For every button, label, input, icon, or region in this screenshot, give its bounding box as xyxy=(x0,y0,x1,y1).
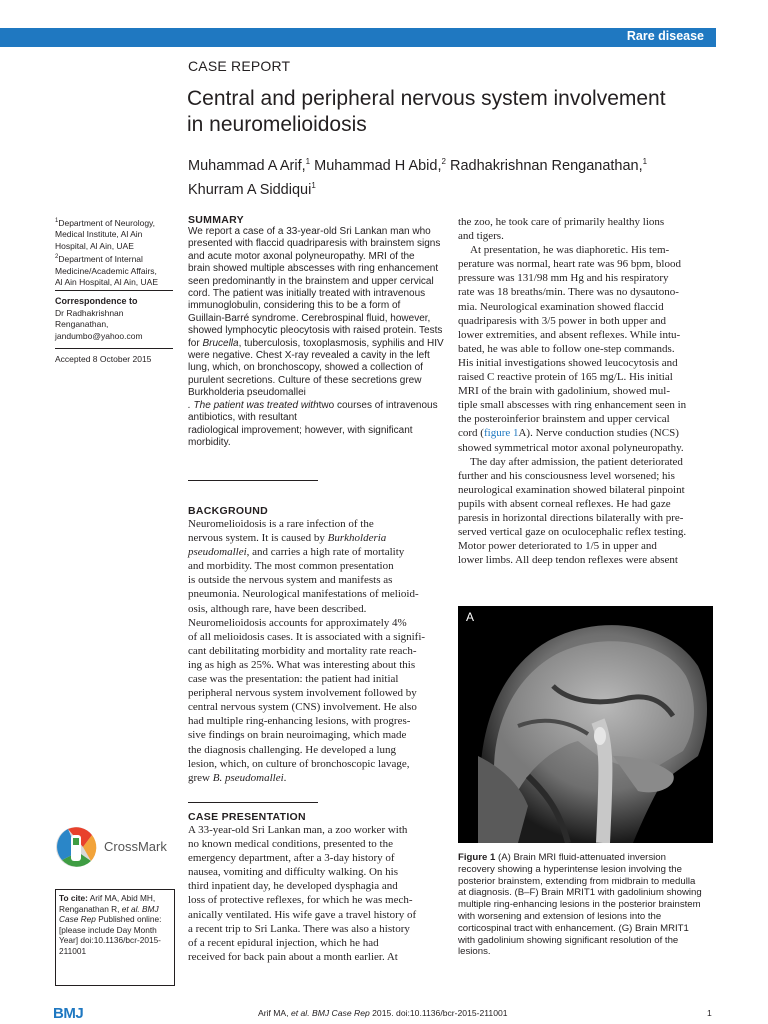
caption-line: (A) Brain MRI fluid-attenuated inversion xyxy=(495,852,666,863)
body-line: neurological examination showed bilateral pinpoint xyxy=(458,483,685,496)
body-line: B. pseudomallei xyxy=(212,771,284,784)
body-line: pupils with absent corneal reflexes. He had gaze xyxy=(458,497,671,510)
figure-link[interactable]: figure 1 xyxy=(483,427,519,440)
author-name: Radhakrishnan Renganathan, xyxy=(445,157,643,174)
body-line: paresis in horizontal directions bilaterally with pre- xyxy=(458,511,684,524)
crossmark-badge[interactable] xyxy=(54,820,176,878)
body-line: received for back pain about a month earlier. At xyxy=(188,950,398,963)
body-line: of a recent epidural injection, which he had xyxy=(188,936,379,949)
author-affiliation-sup: 1 xyxy=(305,157,311,166)
body-line: ing as high as 25%. What was interesting about this xyxy=(188,658,416,671)
cite-line: [please include Day Month xyxy=(59,924,157,935)
summary-line: morbidity. xyxy=(188,436,231,448)
body-line: raised C reactive protein of 165 mg/L. His initial xyxy=(458,371,673,384)
caption-line: with worsening and extension of lesions into the xyxy=(458,910,662,922)
mri-sagittal-image xyxy=(458,606,713,843)
body-line: and tigers. xyxy=(458,230,504,243)
body-line: cant debilitating morbidity and mortality rate reach- xyxy=(188,644,417,657)
summary-line: seen predominantly in the brainstem and upper cervical xyxy=(188,275,434,287)
footer-text: Arif MA, xyxy=(258,1008,291,1018)
summary-line: and acute motor axonal polyneuropathy. MRI of the xyxy=(188,250,415,262)
body-line: lower extremities, and absent reflexes. While intu- xyxy=(458,328,681,341)
body-line: emergency department, after a 3-day history of xyxy=(188,852,395,865)
section-label: Rare disease xyxy=(626,29,704,43)
footer-text: 2015. doi:10.1136/bcr-2015-211001 xyxy=(369,1008,508,1018)
body-line: no known medical conditions, presented to the xyxy=(188,838,393,851)
cite-line: 211001 xyxy=(59,945,87,956)
body-line: A). Nerve conduction studies (NCS) xyxy=(518,427,679,440)
body-line: loss of protective reflexes, for which he was mech- xyxy=(188,894,413,907)
correspondence-line: Renganathan, xyxy=(55,319,109,329)
body-line: the zoo, he took care of primarily healthy lions xyxy=(458,216,665,228)
section-banner xyxy=(0,28,716,47)
summary-line: two courses of intravenous antibiotics, with resultant xyxy=(188,399,438,424)
footer-text: et al. BMJ Case Rep xyxy=(290,1008,370,1018)
cite-label: To cite: xyxy=(59,893,88,903)
mri-figure-panel xyxy=(458,606,713,843)
correspondence-heading: Correspondence to xyxy=(55,296,138,306)
body-line: nervous system. It is caused by xyxy=(188,532,328,545)
summary-line: presented with flaccid quadriparesis with brainstem signs xyxy=(188,238,441,250)
summary-heading: SUMMARY xyxy=(188,214,244,226)
sidebar-divider xyxy=(55,348,173,349)
affiliation-line: Department of Internal xyxy=(58,254,143,265)
body-line: central nervous system (CNS) involvement. He also xyxy=(188,701,417,714)
case-presentation-body xyxy=(188,823,444,964)
summary-line: brain showed multiple abscesses with ring enhancement xyxy=(188,263,439,275)
article-type: CASE REPORT xyxy=(188,58,291,74)
summary-section xyxy=(188,214,446,449)
summary-line: lung, which, on bronchoscopy, showed a collection of xyxy=(188,362,423,374)
case-presentation-heading: CASE PRESENTATION xyxy=(188,811,306,823)
body-line: tiple small abscesses with ring enhancement seen in xyxy=(458,399,687,412)
affiliation-sup: 2 xyxy=(55,254,59,261)
background-body xyxy=(188,517,444,785)
affiliation-sup: 1 xyxy=(55,218,59,224)
body-line: mia. Neurological examination showed flaccid xyxy=(458,300,664,313)
summary-line: purulent secretions. Culture of these secretions grew xyxy=(188,374,422,386)
summary-line: . The patient was treated with xyxy=(188,399,319,411)
correspondence xyxy=(55,296,179,342)
background-heading: BACKGROUND xyxy=(188,505,268,517)
affiliation-line: Medical Institute, Al Ain xyxy=(55,229,143,240)
caption-line: corticospinal tract with enhancement. (G) Brain MRIT1 xyxy=(458,922,689,934)
article-title xyxy=(187,86,707,138)
figure-panel-label: A xyxy=(466,610,475,624)
summary-body xyxy=(188,226,446,449)
body-line: lower limbs. All deep tendon reflexes were absent xyxy=(458,554,678,567)
body-line: had multiple ring-enhancing lesions, with progres- xyxy=(188,715,411,728)
case-presentation-section xyxy=(188,811,444,964)
cite-line: et al. BMJ xyxy=(121,903,159,914)
figure-caption xyxy=(458,852,720,958)
cite-line: Renganathan R, xyxy=(59,903,122,914)
summary-line: We report a case of a 33-year-old Sri Lankan man who xyxy=(188,226,431,237)
body-line: case was the presentation: the patient had initial xyxy=(188,673,399,686)
body-line: showed symmetrical motor axonal polyneuropathy. xyxy=(458,441,684,454)
author-name: Muhammad A Arif, xyxy=(188,157,306,174)
body-line: Motor power deteriorated to 1/5 in upper and xyxy=(458,540,657,553)
author-list xyxy=(188,152,688,200)
crossmark-label: CrossMark xyxy=(104,839,167,854)
affiliation-line: Al Ain Hospital, Al Ain, UAE xyxy=(55,277,158,288)
summary-divider xyxy=(188,480,318,481)
caption-line: posterior brainstem, extending from midbrain to medulla xyxy=(458,875,696,887)
body-line: a recent trip to Sri Lanka. There was also a history xyxy=(188,922,410,935)
summary-line: , tuberculosis, toxoplasmosis, syphilis and HIV xyxy=(238,337,444,349)
body-line: rate was 18 breaths/min. There was no dysautono- xyxy=(458,286,679,299)
affiliations xyxy=(55,216,179,289)
correspondence-email[interactable]: jandumbo@yahoo.com xyxy=(55,330,143,341)
caption-line: with gadolinium showing significant resolution of the xyxy=(458,934,679,946)
body-line: of all melioidosis cases. It is associated with a signifi- xyxy=(188,630,426,643)
cite-line: Published online: xyxy=(95,914,162,925)
body-line: Neuromelioidosis is a rare infection of the xyxy=(188,518,374,530)
body-line: His initial investigations showed leucocytosis and xyxy=(458,356,678,369)
affiliation-line: Department of Neurology, xyxy=(58,217,156,228)
cite-line: Case Rep xyxy=(59,914,96,925)
body-line: peripheral nervous system involvement followed by xyxy=(188,687,417,700)
body-line: Burkholderia xyxy=(327,532,387,545)
body-line: further and his consciousness level worsened; his xyxy=(458,469,675,482)
summary-line: Guillain-Barré syndrome. Cerebrospinal fluid, however, xyxy=(188,312,431,324)
body-line: served vertical gaze on oculocephalic reflex testing. xyxy=(458,526,687,539)
author-affiliation-sup: 2 xyxy=(441,157,446,166)
cite-line: Year] doi:10.1136/bcr-2015- xyxy=(59,935,161,946)
summary-line: immunoglobulin, considering this to be a form of xyxy=(188,300,401,312)
summary-line: showed lymphocytic pleocytosis with raised protein. Tests xyxy=(188,325,443,337)
body-line: sive findings on brain neuroimaging, which made xyxy=(188,729,407,742)
accepted-date: Accepted 8 October 2015 xyxy=(55,354,152,364)
bmj-logo: BMJ xyxy=(53,1005,84,1022)
body-line: grew xyxy=(188,771,213,784)
author-name: Khurram A Siddiqui xyxy=(188,181,312,198)
summary-line: were negative. Chest X-ray revealed a cavity in the left xyxy=(188,350,430,362)
body-line: anically ventilated. His wife gave a travel history of xyxy=(188,908,417,921)
caption-line: multiple ring-enhancing lesions in the posterior brainstem xyxy=(458,899,701,911)
body-line: quadriparesis with 3/5 power in both upper and xyxy=(458,314,667,327)
author-name: Muhammad H Abid, xyxy=(310,157,442,174)
body-line: the diagnosis challenging. He developed a lung xyxy=(188,743,397,756)
caption-line: at diagnosis. (B–F) Brain MRIT1 with gadolinium showing xyxy=(458,887,702,899)
summary-line: cord. The patient was initially treated with intravenous xyxy=(188,288,426,300)
body-line: the posteroinferior brainstem and upper cervical xyxy=(458,413,670,426)
author-affiliation-sup: 1 xyxy=(311,180,316,190)
title-line: in neuromelioidosis xyxy=(187,113,367,136)
body-line: bated, he was able to follow one-step commands. xyxy=(458,342,675,355)
caption-line: recovery showing a hyperintense lesion involving the xyxy=(458,863,682,875)
body-line: third inpatient day, he developed dysphagia and xyxy=(188,880,398,893)
body-line: The day after admission, the patient deteriorated xyxy=(470,455,683,468)
summary-line: radiological improvement; however, with significant xyxy=(188,424,413,436)
caption-line: lesions. xyxy=(458,946,491,958)
affiliation-line: Medicine/Academic Affairs, xyxy=(55,265,157,276)
body-line: cord ( xyxy=(458,427,484,440)
body-line: , and carries a high rate of mortality xyxy=(246,546,405,559)
background-divider xyxy=(188,802,318,803)
body-line: osis, although rare, have been described. xyxy=(188,602,367,615)
body-line: . xyxy=(283,771,287,784)
body-line: perature was normal, heart rate was 96 bpm, blood xyxy=(458,258,681,271)
sidebar-divider xyxy=(55,290,173,291)
correspondence-line: Dr Radhakrishnan xyxy=(55,307,124,318)
body-line: pressure was 131/98 mm Hg and his respiratory xyxy=(458,272,669,285)
body-line: At presentation, he was diaphoretic. His tem- xyxy=(470,244,670,257)
cite-line: Arif MA, Abid MH, xyxy=(87,893,156,903)
background-section xyxy=(188,505,444,785)
citation-box xyxy=(55,889,175,986)
body-line: MRI of the brain with gadolinium, showed mul- xyxy=(458,385,671,398)
body-line: pseudomallei xyxy=(188,546,247,559)
body-line: pneumonia. Neurological manifestations of melioid- xyxy=(188,588,419,601)
summary-line: Burkholderia pseudomallei xyxy=(188,387,306,399)
footer-citation xyxy=(258,1008,508,1018)
summary-line: for xyxy=(188,337,203,349)
title-line: Central and peripheral nervous system involvement xyxy=(187,87,666,110)
body-line: nausea, vomiting and difficulty walking. On his xyxy=(188,866,398,879)
author-affiliation-sup: 1 xyxy=(642,157,648,166)
body-line: A 33-year-old Sri Lankan man, a zoo worker with xyxy=(188,824,408,836)
page-number: 1 xyxy=(707,1008,712,1018)
affiliation-line: Hospital, Al Ain, UAE xyxy=(55,240,134,251)
right-column-body xyxy=(458,215,714,567)
body-line: and morbidity. The most common presentation xyxy=(188,560,394,573)
body-line: Neuromelioidosis accounts for approximately 4% xyxy=(188,616,407,629)
body-line: lesion, which, on culture of bronchoscopic lavage, xyxy=(188,757,410,770)
body-line: is outside the nervous system and manifests as xyxy=(188,574,393,587)
caption-label: Figure 1 xyxy=(458,852,496,863)
summary-line: Brucella xyxy=(202,337,239,349)
